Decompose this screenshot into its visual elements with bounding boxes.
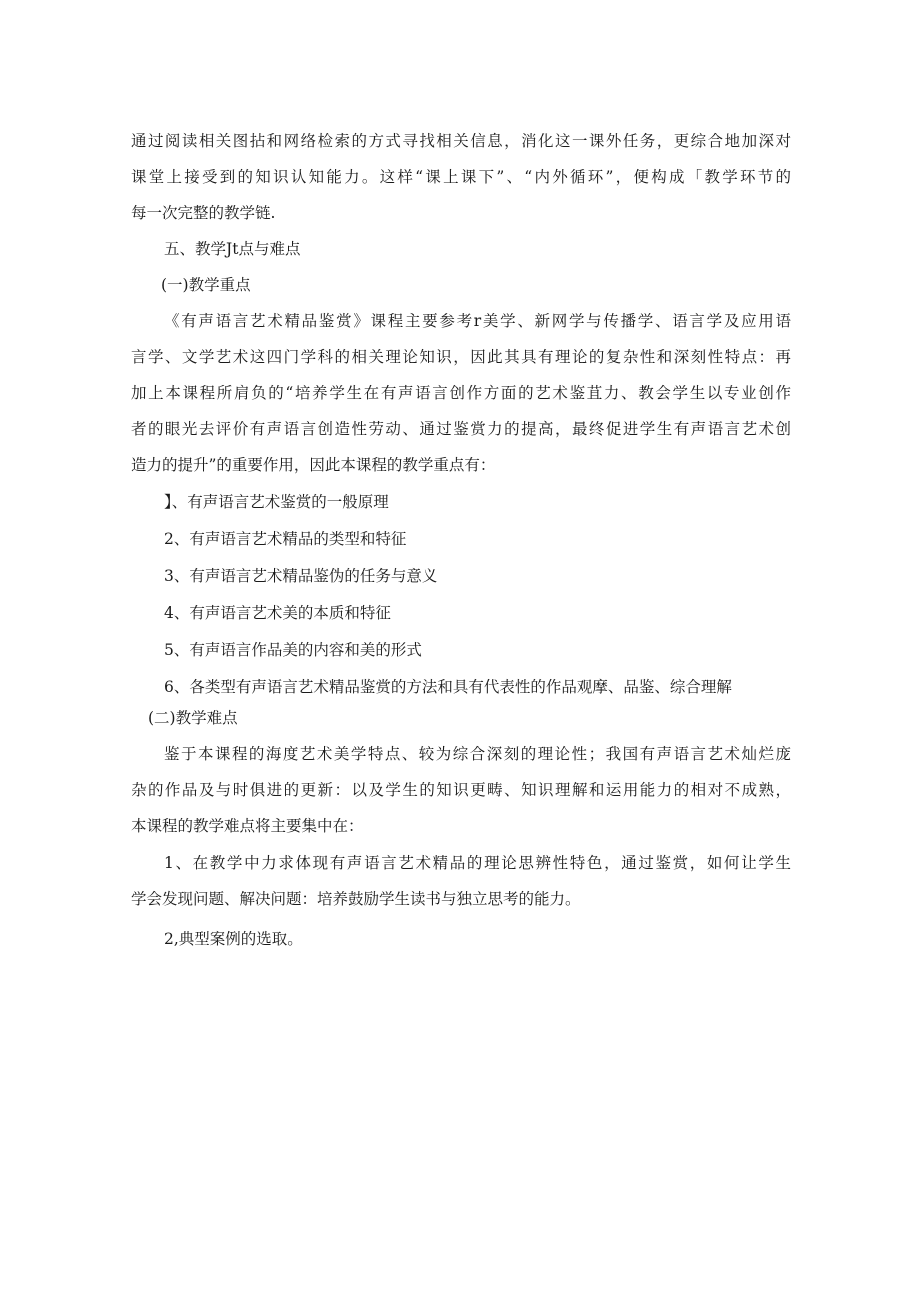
list-item: 3、有声语言艺术精品鉴伪的任务与意义 [164, 567, 438, 585]
text-line: 通过阅读相关图拈和网络检索的方式寻找相关信息，消化这一课外任务，更综合地加深对 [131, 132, 791, 150]
text-line: 每一次完整的教学链. [131, 204, 276, 222]
list-item: 2、有声语言艺术精品的类型和特征 [164, 530, 407, 548]
difficult-points-item-2: 2,典型案例的选取。 [164, 930, 303, 948]
subsection-heading-difficult-points: (二)教学难点 [148, 709, 238, 727]
text-line: 课堂上接受到的知识认知能力。这样“课上课下”、“内外循环”，便构成「教学环节的 [131, 168, 791, 186]
text-line: 1、在教学中力求体现有声语言艺术精品的理论思辨性特色，通过鉴赏，如何让学生 [164, 854, 791, 872]
text-line: 《有声语言艺术精品鉴赏》课程主要参考r美学、新网学与传播学、语言学及应用语 [164, 312, 791, 330]
key-points-paragraph [131, 308, 791, 478]
difficult-points-item-1 [131, 850, 791, 912]
section-heading: 五、教学Jt点与难点 [164, 240, 301, 258]
difficult-points-paragraph [131, 741, 791, 839]
subsection-heading-key-points: (一)教学重点 [161, 276, 251, 294]
text-line: 加上本课程所肩负的“培养学生在有声语言创作方面的艺术鉴苴力、教会学生以专业创作 [131, 384, 791, 402]
list-item: 4、有声语言艺术美的本质和特征 [164, 604, 391, 622]
key-points-list [131, 489, 791, 700]
text-line: 造力的提升”的重要作用，因此本课程的教学重点有： [131, 456, 496, 474]
text-line: 鉴于本课程的海度艺术美学特点、较为综合深刻的理论性；我国有声语言艺术灿烂庞 [164, 745, 791, 763]
text-line: 本课程的教学难点将主要集中在： [131, 817, 364, 835]
list-item: 】、有声语言艺术鉴赏的一般原理 [164, 493, 389, 511]
list-item: 6、各类型有声语言艺术精品鉴赏的方法和具有代表性的作品观摩、品鉴、综合理解 [164, 678, 732, 696]
intro-paragraph [131, 128, 791, 226]
document-page [131, 128, 791, 952]
text-line: 言学、文学艺术这四门学科的相关理论知识，因此其具有理论的复杂性和深刻性特点：再 [131, 348, 791, 366]
text-line: 者的眼光去评价有声语言创造性劳动、通过鉴赏力的提高，最终促进学生有声语言艺术创 [131, 420, 791, 438]
text-line: 学会发现问题、解决问题：培养鼓励学生读书与独立思考的能力。 [131, 890, 581, 908]
text-line: 杂的作品及与时俱进的更新：以及学生的知识更畴、知识理解和运用能力的相对不成熟， [131, 781, 791, 799]
list-item: 5、有声语言作品美的内容和美的形式 [164, 641, 422, 659]
